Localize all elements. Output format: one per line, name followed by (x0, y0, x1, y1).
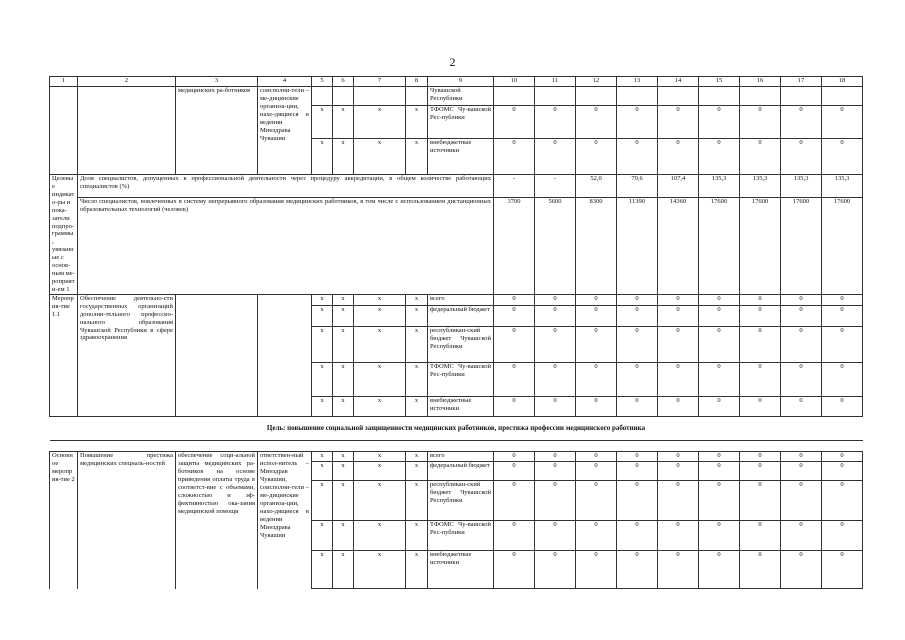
table-cell (50, 441, 863, 452)
value-cell: 0 (699, 462, 740, 481)
value-cell: 0 (822, 326, 863, 362)
main-event-title: Повышение престижа медицинских специаль-ностей (78, 452, 176, 589)
main-event-label: Основное мероприя-тие 2 (50, 452, 78, 589)
source-label: всего (428, 294, 494, 305)
indicator-value: 11390 (617, 197, 658, 294)
column-number: 18 (822, 77, 863, 87)
column-number: 14 (658, 77, 699, 87)
x-mark: x (312, 452, 333, 462)
value-cell: 0 (576, 396, 617, 416)
x-mark: x (312, 462, 333, 481)
indicator-value: 17600 (699, 197, 740, 294)
value-cell: 0 (740, 106, 781, 139)
value-cell: 0 (535, 305, 576, 326)
column-number: 15 (699, 77, 740, 87)
table-cell (699, 87, 740, 106)
source-label: всего (428, 452, 494, 462)
value-cell: 0 (576, 551, 617, 589)
x-mark: x (406, 481, 428, 521)
value-cell: 0 (781, 294, 822, 305)
value-cell: 0 (658, 396, 699, 416)
value-cell: 0 (494, 139, 535, 175)
value-cell: 0 (699, 481, 740, 521)
value-cell: 0 (740, 481, 781, 521)
column-number-row (50, 77, 863, 87)
table-cell (50, 87, 78, 175)
value-cell: 0 (494, 305, 535, 326)
value-cell: 0 (740, 139, 781, 175)
value-cell: 0 (781, 396, 822, 416)
col4-tail: соисполни-тели – ме-дицинские организа-ции, нахо-дящиеся в ведении Минздрава Чувашии (258, 87, 312, 175)
value-cell: 0 (699, 452, 740, 462)
value-cell: 0 (658, 462, 699, 481)
budget-table (49, 76, 863, 589)
value-cell: 0 (822, 294, 863, 305)
table-cell (258, 294, 312, 416)
x-mark: x (333, 551, 354, 589)
x-mark: x (406, 305, 428, 326)
value-cell: 0 (699, 305, 740, 326)
value-cell: 0 (494, 106, 535, 139)
x-mark: x (333, 362, 354, 396)
source-label: республикан-ский бюджет Чувашской Республики (428, 481, 494, 521)
value-cell: 0 (617, 294, 658, 305)
column-number: 3 (176, 77, 258, 87)
value-cell: 0 (617, 362, 658, 396)
x-mark: x (354, 481, 406, 521)
table-cell (354, 87, 406, 106)
x-mark: x (312, 362, 333, 396)
value-cell: 0 (699, 106, 740, 139)
value-cell: 0 (576, 106, 617, 139)
value-cell: 0 (699, 521, 740, 551)
table-cell (494, 87, 535, 106)
value-cell: 0 (740, 452, 781, 462)
value-cell: 0 (740, 551, 781, 589)
column-number: 10 (494, 77, 535, 87)
value-cell: 0 (822, 521, 863, 551)
column-number: 9 (428, 77, 494, 87)
indicator-value: 3700 (494, 197, 535, 294)
x-mark: x (406, 139, 428, 175)
value-cell: 0 (494, 396, 535, 416)
value-cell: 0 (822, 551, 863, 589)
value-cell: 0 (658, 326, 699, 362)
x-mark: x (312, 396, 333, 416)
table-body (50, 77, 863, 589)
table-cell (576, 87, 617, 106)
value-cell: 0 (781, 106, 822, 139)
x-mark: x (406, 452, 428, 462)
column-number: 17 (781, 77, 822, 87)
value-cell: 0 (658, 521, 699, 551)
value-cell: 0 (822, 396, 863, 416)
column-number: 13 (617, 77, 658, 87)
x-mark: x (333, 305, 354, 326)
value-cell: 0 (576, 362, 617, 396)
value-cell: 0 (740, 362, 781, 396)
value-cell: 0 (576, 452, 617, 462)
table-cell (740, 87, 781, 106)
value-cell: 0 (781, 452, 822, 462)
value-cell: 0 (535, 362, 576, 396)
value-cell: 0 (822, 362, 863, 396)
table-cell (617, 87, 658, 106)
indicator-value: 135,3 (781, 175, 822, 198)
value-cell: 0 (822, 305, 863, 326)
indicator-value: 5600 (535, 197, 576, 294)
continuation-row (50, 87, 863, 106)
value-cell: 0 (617, 396, 658, 416)
main-event-executors: ответствен-ный испол-нитель – Минздрав Чувашии, соисполни-тели – ме-дицинские организа-ции, нахо-дящиеся в ведении Минздрава Чувашии (258, 452, 312, 589)
x-mark: x (333, 106, 354, 139)
value-cell: 0 (740, 521, 781, 551)
source-label: ТФОМС Чу-вашской Рес-публики (428, 521, 494, 551)
indicator-value: 17600 (822, 197, 863, 294)
value-cell: 0 (617, 521, 658, 551)
x-mark: x (406, 396, 428, 416)
table-cell (78, 87, 176, 175)
value-cell: 0 (781, 462, 822, 481)
value-cell: 0 (576, 481, 617, 521)
value-cell: 0 (699, 139, 740, 175)
value-cell: 0 (494, 462, 535, 481)
source-row-total (50, 452, 863, 462)
x-mark: x (333, 462, 354, 481)
source-label: внебюджетные источники (428, 396, 494, 416)
indicator-value: 107,4 (658, 175, 699, 198)
value-cell: 0 (658, 362, 699, 396)
x-mark: x (406, 106, 428, 139)
value-cell: 0 (617, 305, 658, 326)
value-cell: 0 (494, 362, 535, 396)
column-number: 4 (258, 77, 312, 87)
value-cell: 0 (699, 362, 740, 396)
x-mark: x (333, 139, 354, 175)
value-cell: 0 (494, 452, 535, 462)
x-mark: x (312, 551, 333, 589)
value-cell: 0 (576, 139, 617, 175)
indicator-text: Число специалистов, вовлеченных в систему непрерывного образования медицинских работников, в том числе с использованием дистанционных образовательных технологий (человек) (78, 197, 494, 294)
indicator-row (50, 197, 863, 294)
goal-row (50, 416, 863, 441)
table-cell (312, 87, 333, 106)
value-cell: 0 (658, 294, 699, 305)
table-cell (176, 294, 258, 416)
value-cell: 0 (535, 294, 576, 305)
value-cell: 0 (576, 305, 617, 326)
value-cell: 0 (617, 462, 658, 481)
indicator-value: 135,3 (740, 175, 781, 198)
value-cell: 0 (535, 481, 576, 521)
value-cell: 0 (658, 305, 699, 326)
x-mark: x (312, 305, 333, 326)
value-cell: 0 (699, 326, 740, 362)
value-cell: 0 (781, 326, 822, 362)
table-cell (781, 87, 822, 106)
x-mark: x (312, 139, 333, 175)
table-cell (333, 87, 354, 106)
value-cell: 0 (576, 326, 617, 362)
indicator-value: 135,3 (699, 175, 740, 198)
value-cell: 0 (535, 326, 576, 362)
value-cell: 0 (494, 481, 535, 521)
value-cell: 0 (535, 139, 576, 175)
indicator-value: 17600 (740, 197, 781, 294)
event-label: Мероприя-тие 1.1 (50, 294, 78, 416)
x-mark: x (354, 521, 406, 551)
x-mark: x (333, 481, 354, 521)
value-cell: 0 (740, 396, 781, 416)
column-number: 7 (354, 77, 406, 87)
goal-heading: Цель: повышение социальной защищенности медицинских работников, престижа профессии медицинского работника (50, 416, 863, 441)
source-label: федеральный бюджет (428, 305, 494, 326)
column-number: 11 (535, 77, 576, 87)
value-cell: 0 (822, 462, 863, 481)
column-number: 5 (312, 77, 333, 87)
value-cell: 0 (576, 294, 617, 305)
source-tail: Чувашской Республики (428, 87, 494, 106)
col3-tail: медицинских ра-ботников (176, 87, 258, 175)
value-cell: 0 (781, 481, 822, 521)
x-mark: x (354, 294, 406, 305)
value-cell: 0 (658, 139, 699, 175)
value-cell: 0 (781, 139, 822, 175)
table-cell (822, 87, 863, 106)
value-cell: 0 (740, 326, 781, 362)
value-cell: 0 (494, 551, 535, 589)
indicator-value: 52,0 (576, 175, 617, 198)
x-mark: x (406, 326, 428, 362)
x-mark: x (312, 521, 333, 551)
indicator-value: 14360 (658, 197, 699, 294)
value-cell: 0 (494, 326, 535, 362)
x-mark: x (312, 326, 333, 362)
value-cell: 0 (699, 294, 740, 305)
value-cell: 0 (781, 521, 822, 551)
column-number: 6 (333, 77, 354, 87)
x-mark: x (354, 139, 406, 175)
value-cell: 0 (494, 521, 535, 551)
source-row-total (50, 294, 863, 305)
value-cell: 0 (658, 551, 699, 589)
x-mark: x (333, 521, 354, 551)
x-mark: x (406, 294, 428, 305)
source-label: ТФОМС Чу-вашской Рес-публики (428, 106, 494, 139)
value-cell: 0 (740, 305, 781, 326)
x-mark: x (406, 521, 428, 551)
indicator-value: 135,3 (822, 175, 863, 198)
value-cell: 0 (658, 452, 699, 462)
spacer-row (50, 441, 863, 452)
value-cell: 0 (781, 362, 822, 396)
value-cell: 0 (617, 452, 658, 462)
value-cell: 0 (781, 551, 822, 589)
value-cell: 0 (617, 481, 658, 521)
column-number: 2 (78, 77, 176, 87)
x-mark: x (312, 106, 333, 139)
value-cell: 0 (822, 106, 863, 139)
value-cell: 0 (658, 106, 699, 139)
source-label: ТФОМС Чу-вашской Рес-публики (428, 362, 494, 396)
column-number: 8 (406, 77, 428, 87)
page-number: 2 (449, 55, 456, 69)
table-cell (535, 87, 576, 106)
main-event-action: обеспечение соци-альной защиты медицинских ра-ботников на основе приведения оплаты труда в соответст-вие с объемами, сложностью и эф-фективностью ока-зания медицинской помощи (176, 452, 258, 589)
x-mark: x (406, 551, 428, 589)
event-description: Обеспечение деятельно-сти государственных организаций дополни-тельного профессио-нального образования Чувашской Республики в сфере здравоохранения (78, 294, 176, 416)
x-mark: x (406, 362, 428, 396)
indicator-text: Доля специалистов, допущенных к профессиональной деятельности через процедуру аккредитации, в общем количестве работающих специалистов (%) (78, 175, 494, 198)
value-cell: 0 (740, 294, 781, 305)
x-mark: x (354, 305, 406, 326)
x-mark: x (354, 362, 406, 396)
value-cell: 0 (822, 452, 863, 462)
indicator-value: 17600 (781, 197, 822, 294)
value-cell: 0 (535, 452, 576, 462)
value-cell: 0 (740, 462, 781, 481)
source-label: республикан-ский бюджет Чувашской Республики (428, 326, 494, 362)
x-mark: x (333, 326, 354, 362)
table-cell (658, 87, 699, 106)
column-number: 16 (740, 77, 781, 87)
indicator-value: 8300 (576, 197, 617, 294)
x-mark: x (354, 396, 406, 416)
x-mark: x (354, 462, 406, 481)
value-cell: 0 (535, 521, 576, 551)
x-mark: x (333, 452, 354, 462)
indicator-row (50, 175, 863, 198)
x-mark: x (312, 481, 333, 521)
indicator-value: - (494, 175, 535, 198)
source-label: внебюджетные источники (428, 551, 494, 589)
value-cell: 0 (822, 139, 863, 175)
table-cell (406, 87, 428, 106)
x-mark: x (333, 294, 354, 305)
value-cell: 0 (535, 106, 576, 139)
x-mark: x (354, 106, 406, 139)
indicators-label: Целевые индикато-ры и пока-затели подпро-граммы, увязанные с основ-ным ме-роприяти-ем 1 (50, 175, 78, 295)
value-cell: 0 (658, 481, 699, 521)
x-mark: x (354, 326, 406, 362)
value-cell: 0 (535, 551, 576, 589)
value-cell: 0 (535, 462, 576, 481)
value-cell: 0 (822, 481, 863, 521)
column-number: 12 (576, 77, 617, 87)
value-cell: 0 (781, 305, 822, 326)
value-cell: 0 (494, 294, 535, 305)
x-mark: x (354, 551, 406, 589)
x-mark: x (406, 462, 428, 481)
value-cell: 0 (576, 521, 617, 551)
source-label: федеральный бюджет (428, 462, 494, 481)
value-cell: 0 (617, 326, 658, 362)
value-cell: 0 (617, 551, 658, 589)
value-cell: 0 (617, 139, 658, 175)
value-cell: 0 (699, 396, 740, 416)
x-mark: x (312, 294, 333, 305)
value-cell: 0 (535, 396, 576, 416)
indicator-value: 79,6 (617, 175, 658, 198)
x-mark: x (354, 452, 406, 462)
value-cell: 0 (576, 462, 617, 481)
column-number: 1 (50, 77, 78, 87)
indicator-value: - (535, 175, 576, 198)
source-label: внебюджетные источники (428, 139, 494, 175)
x-mark: x (333, 396, 354, 416)
value-cell: 0 (617, 106, 658, 139)
value-cell: 0 (699, 551, 740, 589)
